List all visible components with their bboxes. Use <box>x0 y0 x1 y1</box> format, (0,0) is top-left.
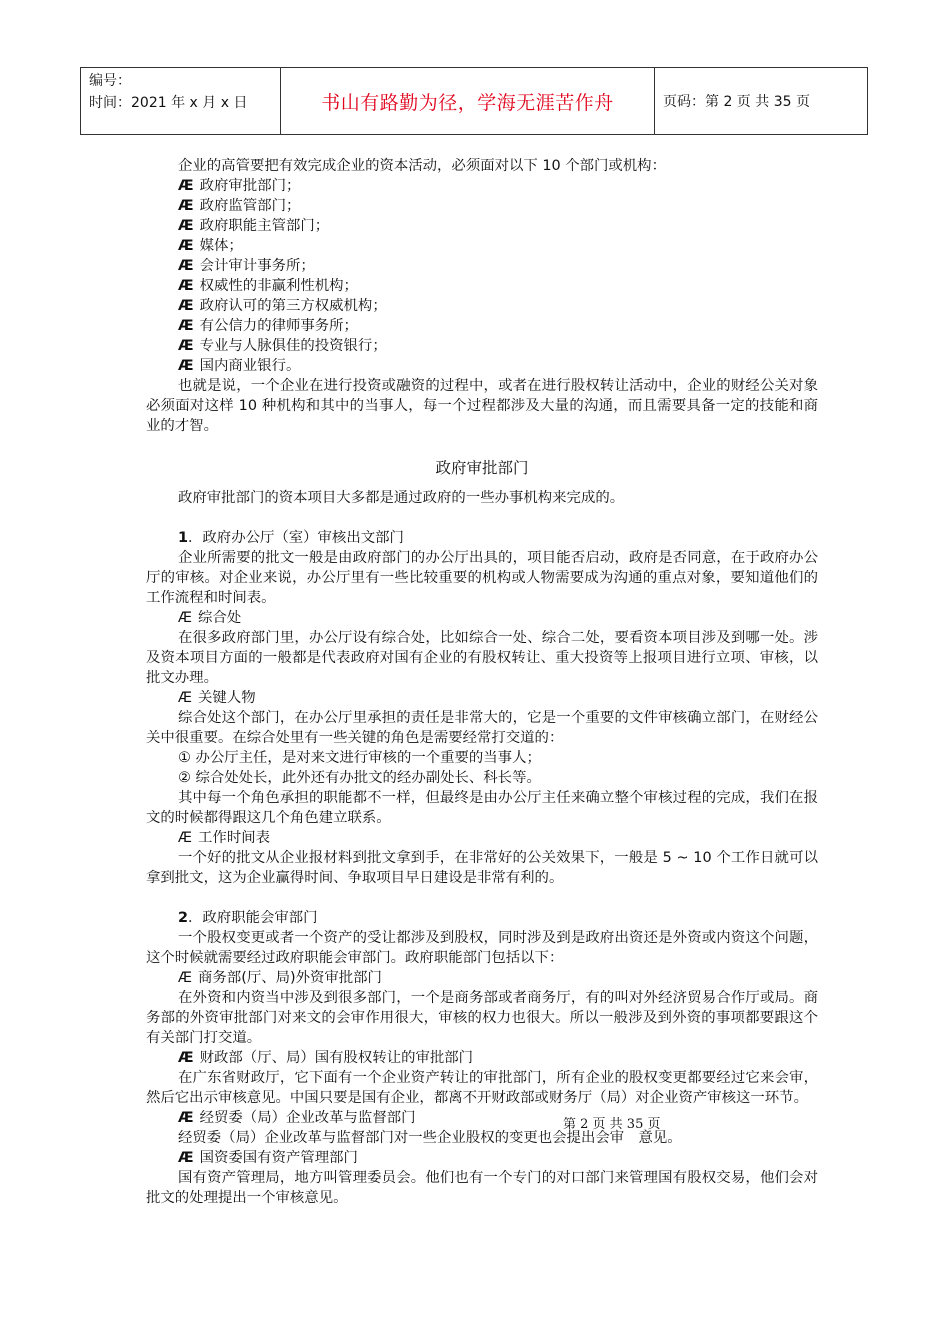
bullet-icon: Æ <box>178 970 193 986</box>
list-item <box>146 356 818 376</box>
list-item-text: 政府职能主管部门； <box>199 218 330 234</box>
list-item <box>146 236 818 256</box>
header-motto: 书山有路勤为径，学海无涯苦作舟 <box>321 91 614 114</box>
item-number: 2 <box>178 910 189 926</box>
role-item: ② 综合处处长，此外还有办批文的经办副处长、科长等。 <box>178 770 541 786</box>
list-item-text: 权威性的非赢利性机构； <box>199 278 358 294</box>
subsection-heading <box>146 828 818 848</box>
subsection-title: 商务部(厅、局)外资审批部门 <box>198 970 382 986</box>
item-2-title <box>146 908 818 928</box>
item-title-text: ．政府办公厅（室）审核出文部门 <box>188 530 404 546</box>
subsection-paragraph: 在广东省财政厅，它下面有一个企业资产转让的审批部门，所有企业的股权变更都要经过它来会审，然后它出示审核意见。中国只要是国有企业，都离不开财政部或财务厅（局）对企业资产审核这一环节。 <box>146 1070 818 1106</box>
list-item <box>146 216 818 236</box>
subsection-heading <box>146 1048 818 1068</box>
item-title-text: ．政府职能会审部门 <box>188 910 318 926</box>
subsection-title: 国资委国有资产管理部门 <box>199 1150 358 1166</box>
bullet-icon: Æ <box>178 218 194 234</box>
list-item-text: 政府审批部门； <box>199 178 301 194</box>
document-date-label: 时间：2021 年 x 月 x 日 <box>89 95 248 111</box>
section-title: 政府审批部门 <box>435 459 529 477</box>
subsection-paragraph: 综合处这个部门，在办公厅里承担的责任是非常大的，它是一个重要的文件审核确立部门，在财经公关中很重要。在综合处里有一些关键的角色是需要经常打交道的： <box>146 710 818 746</box>
subsection-heading <box>146 1108 818 1128</box>
bullet-icon: Æ <box>178 690 193 706</box>
header-page-cell <box>655 68 867 134</box>
bullet-icon: Æ <box>178 1150 194 1166</box>
item-1-title <box>146 528 818 548</box>
header-page-label: 页码：第 2 页 共 35 页 <box>663 94 810 110</box>
list-item <box>146 256 818 276</box>
bullet-icon: Æ <box>178 318 194 334</box>
bullet-icon: Æ <box>178 358 194 374</box>
subsection-paragraph: 国有资产管理局，地方叫管理委员会。他们也有一个专门的对口部门来管理国有股权交易，他们会对批文的处理提出一个审核意见。 <box>146 1170 818 1206</box>
bullet-icon: Æ <box>178 238 194 254</box>
page-number: 第 2 页 共 35 页 <box>563 1117 661 1132</box>
page-header-table <box>80 67 868 135</box>
subsection-paragraph: 一个好的批文从企业报材料到批文拿到手，在非常好的公关效果下，一般是 5 ~ 10 个工作日就可以拿到批文，这为企业赢得时间、争取项目早日建设是非常有利的。 <box>146 850 818 886</box>
subsection-paragraph: 在外资和内资当中涉及到很多部门，一个是商务部或者商务厅，有的叫对外经济贸易合作厅或局。商务部的外资审批部门对来文的会审作用很大，审核的权力也很大。所以一般涉及到外资的事项都要跟这个有关部门打交道。 <box>146 990 818 1046</box>
bullet-icon: Æ <box>178 198 194 214</box>
list-item-text: 政府认可的第三方权威机构； <box>199 298 387 314</box>
bullet-icon: Æ <box>178 298 194 314</box>
subsection-title: 财政部（厅、局）国有股权转让的审批部门 <box>199 1050 474 1066</box>
list-item <box>146 336 818 356</box>
list-item <box>146 276 818 296</box>
subsection-heading <box>146 688 818 708</box>
subsection-heading <box>146 1148 818 1168</box>
header-motto-cell <box>281 68 655 134</box>
subsection-title: 综合处 <box>198 610 242 626</box>
list-item-text: 国内商业银行。 <box>199 358 301 374</box>
header-meta-cell <box>81 68 281 134</box>
list-item <box>146 316 818 336</box>
subsection-paragraph: 在很多政府部门里，办公厅设有综合处，比如综合一处、综合二处，要看资本项目涉及到哪一处。涉及资本项目方面的一般都是代表政府对国有企业的有股权转让、重大投资等上报项目进行立项、审核，以批文办理。 <box>146 630 818 686</box>
list-item-text: 会计审计事务所； <box>199 258 315 274</box>
document-body <box>146 156 818 1208</box>
list-item-text: 媒体； <box>199 238 243 254</box>
subsection-heading <box>146 968 818 988</box>
subsection-title: 关键人物 <box>198 690 256 706</box>
list-item <box>146 196 818 216</box>
role-item: ① 办公厅主任，是对来文进行审核的一个重要的当事人； <box>178 750 541 766</box>
subsection-title: 经贸委（局）企业改革与监督部门 <box>199 1110 416 1126</box>
item-2-paragraph: 一个股权变更或者一个资产的受让都涉及到股权，同时涉及到是政府出资还是外资或内资这个问题，这个时候就需要经过政府职能会审部门。政府职能部门包括以下： <box>146 930 818 966</box>
subsection-title: 工作时间表 <box>198 830 270 846</box>
bullet-icon: Æ <box>178 1110 194 1126</box>
list-item-text: 有公信力的律师事务所； <box>199 318 358 334</box>
intro-lead: 企业的高管要把有效完成企业的资本活动，必须面对以下 10 个部门或机构： <box>178 158 666 174</box>
bullet-icon: Æ <box>178 258 194 274</box>
subsection-paragraph: 经贸委（局）企业改革与监督部门对一些企业股权的变更也会提出会审 意见。 <box>178 1130 682 1146</box>
list-item <box>146 176 818 196</box>
item-number: 1 <box>178 530 189 546</box>
item-1-paragraph: 企业所需要的批文一般是由政府部门的办公厅出具的，项目能否启动，政府是否同意，在于政府办公厅的审核。对企业来说，办公厅里有一些比较重要的机构或人物需要成为沟通的重点对象，要知道他们的工作流程和时间表。 <box>146 550 818 606</box>
bullet-icon: Æ <box>178 338 194 354</box>
bullet-icon: Æ <box>178 178 194 194</box>
subsection-heading <box>146 608 818 628</box>
bullet-icon: Æ <box>178 1050 194 1066</box>
institution-list <box>146 176 818 376</box>
bullet-icon: Æ <box>178 278 194 294</box>
subsection-paragraph: 其中每一个角色承担的职能都不一样，但最终是由办公厅主任来确立整个审核过程的完成，我们在报文的时候都得跟这几个角色建立联系。 <box>146 790 818 826</box>
list-item-text: 政府监管部门； <box>199 198 301 214</box>
document-code-label: 编号： <box>89 73 131 89</box>
section-intro: 政府审批部门的资本项目大多都是通过政府的一些办事机构来完成的。 <box>178 490 625 506</box>
bullet-icon: Æ <box>178 830 193 846</box>
bullet-icon: Æ <box>178 610 193 626</box>
intro-summary: 也就是说，一个企业在进行投资或融资的过程中，或者在进行股权转让活动中，企业的财经公关对象必须面对这样 10 种机构和其中的当事人，每一个过程都涉及大量的沟通，而且需要具备一定的技能和商业的才智。 <box>146 378 818 434</box>
list-item <box>146 296 818 316</box>
list-item-text: 专业与人脉俱佳的投资银行； <box>199 338 387 354</box>
